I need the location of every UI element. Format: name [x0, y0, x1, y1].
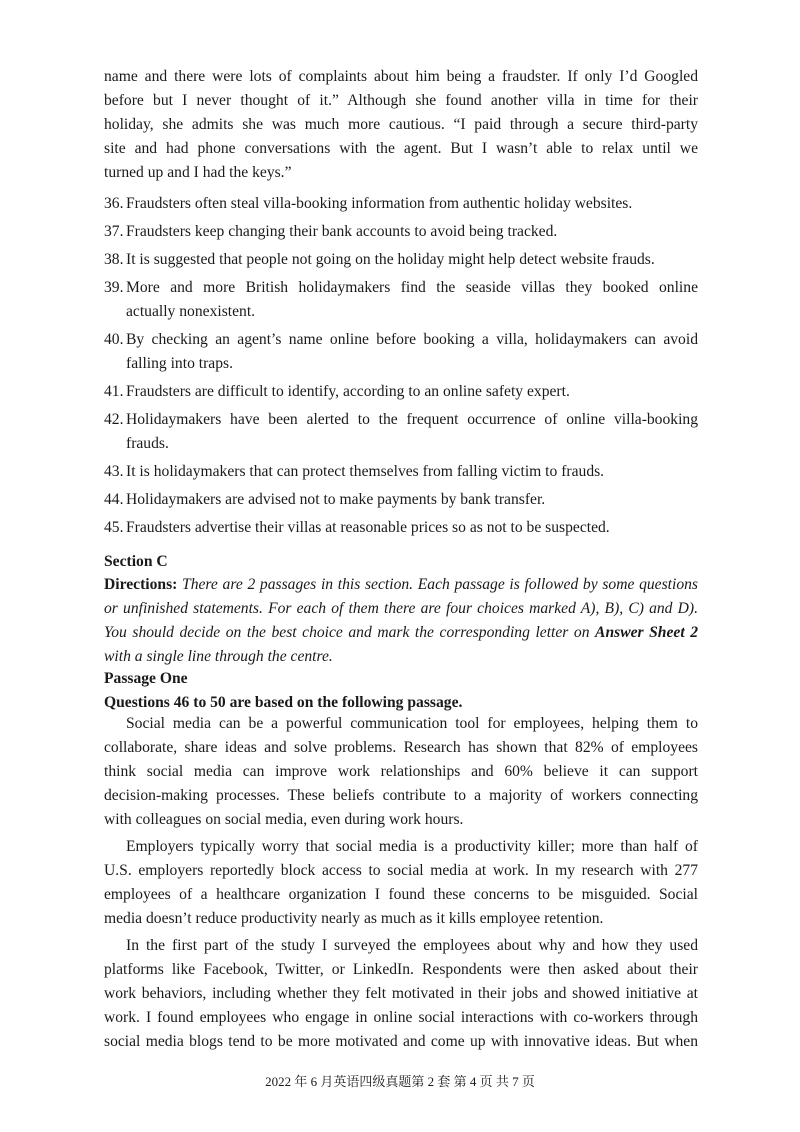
question-number: 40.: [104, 331, 124, 348]
text-line: It is suggested that people not going on the holiday might help detect website frauds.: [126, 251, 655, 268]
text-line: It is holidaymakers that can protect themselves from falling victim to frauds.: [126, 463, 605, 480]
text-line: holiday, she admits she was much more cautious. “I paid through a secure third-party: [104, 116, 698, 133]
text-line: name and there were lots of complaints about him being a fraudster. If only I’d Googled: [104, 68, 698, 85]
passage-title: Passage One: [104, 670, 188, 687]
text-line: Fraudsters keep changing their bank accounts to avoid being tracked.: [126, 223, 558, 240]
directions-label: Directions:: [104, 576, 178, 593]
text-line: Holidaymakers have been alerted to the frequent occurrence of online villa-booking: [126, 411, 698, 428]
text-line: think social media can improve work relationships and 60% believe it can support: [104, 763, 698, 780]
question-text: [126, 192, 698, 216]
text-line: work. I found employees who engage in online social interactions with co-workers through: [104, 1009, 698, 1026]
text-line: social media blogs tend to be more motivated and come up with innovative ideas. But when: [104, 1033, 698, 1050]
question-item: [104, 380, 698, 404]
text-line: before but I never thought of it.” Although she found another villa in time for their: [104, 92, 698, 109]
text-line: employees of a healthcare organization I found these concerns to be misguided. Social: [104, 886, 698, 903]
question-item: [104, 516, 698, 540]
question-text: [126, 460, 698, 484]
text-line: falling into traps.: [126, 355, 233, 372]
text-line: frauds.: [126, 435, 169, 452]
text-line: actually nonexistent.: [126, 303, 256, 320]
question-text: [126, 276, 698, 324]
text-line: with colleagues on social media, even during work hours.: [104, 811, 464, 828]
question-text: [126, 328, 698, 376]
text-line: turned up and I had the keys.”: [104, 164, 292, 181]
question-item: [104, 460, 698, 484]
question-item: [104, 248, 698, 272]
question-number: 45.: [104, 519, 124, 536]
text-line: U.S. employers reportedly block access to social media at work. In my research with 277: [104, 862, 698, 879]
question-number: 37.: [104, 223, 124, 240]
answer-sheet-label: Answer Sheet 2: [595, 624, 698, 641]
question-number: 42.: [104, 411, 124, 428]
question-item: [104, 192, 698, 216]
page-footer: 2022 年 6 月英语四级真题第 2 套 第 4 页 共 7 页: [265, 1074, 535, 1089]
question-text: [126, 380, 698, 404]
text-line: In the first part of the study I surveyed the employees about why and how they used: [126, 937, 698, 954]
section-title: Section C: [104, 553, 168, 570]
question-text: [126, 488, 698, 512]
directions-text: You should decide on the best choice and mark the corresponding letter on: [104, 624, 596, 641]
question-text: [126, 220, 698, 244]
passage-continuation: [104, 65, 698, 185]
question-item: [104, 276, 698, 324]
text-line: By checking an agent’s name online before booking a villa, holidaymakers can avoid: [126, 331, 698, 348]
text-line: platforms like Facebook, Twitter, or LinkedIn. Respondents were then asked about their: [104, 961, 698, 978]
text-line: Holidaymakers are advised not to make payments by bank transfer.: [126, 491, 546, 508]
text-line: More and more British holidaymakers find the seaside villas they booked online: [126, 279, 698, 296]
section-c: [104, 551, 698, 715]
question-number: 39.: [104, 279, 124, 296]
text-line: Employers typically worry that social media is a productivity killer; more than half of: [126, 838, 698, 855]
question-number: 38.: [104, 251, 124, 268]
directions-line: or unfinished statements. For each of them there are four choices marked A), B), C) and D).: [104, 600, 698, 617]
text-line: collaborate, share ideas and solve problems. Research has shown that 82% of employees: [104, 739, 698, 756]
question-item: [104, 328, 698, 376]
text-line: Fraudsters often steal villa-booking information from authentic holiday websites.: [126, 195, 633, 212]
text-line: work behaviors, including whether they felt motivated in their jobs and showed initiative at: [104, 985, 698, 1002]
question-text: [126, 408, 698, 456]
directions-line: with a single line through the centre.: [104, 648, 333, 665]
question-item: [104, 488, 698, 512]
directions-text: There are 2 passages in this section. Each passage is followed by some questions: [177, 576, 698, 593]
question-number: 44.: [104, 491, 124, 508]
question-number: 43.: [104, 463, 124, 480]
paragraph: [104, 934, 698, 1054]
question-number: 41.: [104, 383, 124, 400]
directions-line: [104, 621, 698, 645]
question-text: [126, 248, 698, 272]
text-line: Fraudsters advertise their villas at reasonable prices so as not to be suspected.: [126, 519, 610, 536]
text-line: decision-making processes. These beliefs contribute to a majority of workers connecting: [104, 787, 698, 804]
directions-line: [104, 573, 698, 597]
passage-body: [104, 712, 698, 1057]
text-line: site and had phone conversations with the agent. But I wasn’t able to relax until we: [104, 140, 698, 157]
paragraph: [104, 712, 698, 832]
question-number: 36.: [104, 195, 124, 212]
text-line: media doesn’t reduce productivity nearly as much as it kills employee retention.: [104, 910, 604, 927]
text-line: Fraudsters are difficult to identify, according to an online safety expert.: [126, 383, 570, 400]
question-item: [104, 408, 698, 456]
question-item: [104, 220, 698, 244]
questions-intro: Questions 46 to 50 are based on the following passage.: [104, 694, 463, 711]
paragraph: [104, 835, 698, 931]
text-line: Social media can be a powerful communication tool for employees, helping them to: [126, 715, 698, 732]
question-text: [126, 516, 698, 540]
